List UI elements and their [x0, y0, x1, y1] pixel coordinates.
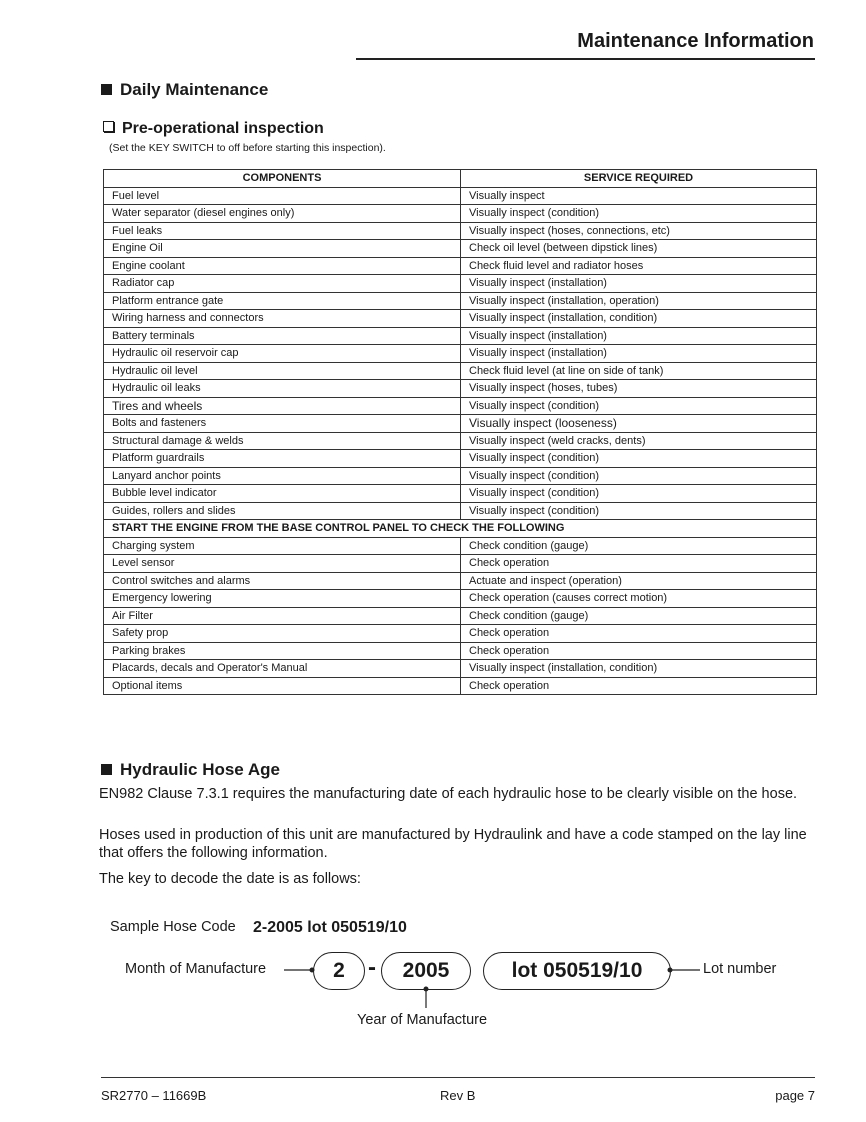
component-cell: Guides, rollers and slides — [104, 502, 461, 520]
service-cell: Check condition (gauge) — [461, 537, 817, 555]
component-cell: Battery terminals — [104, 327, 461, 345]
engine-start-subheader: START THE ENGINE FROM THE BASE CONTROL PANEL TO CHECK THE FOLLOWING — [104, 520, 817, 538]
service-cell: Visually inspect (installation, condition) — [461, 660, 817, 678]
footer-page-number: page 7 — [775, 1088, 815, 1103]
component-cell: Placards, decals and Operator's Manual — [104, 660, 461, 678]
service-cell: Visually inspect (installation, condition) — [461, 310, 817, 328]
component-cell: Bolts and fasteners — [104, 415, 461, 433]
footer-revision: Rev B — [440, 1088, 476, 1103]
component-cell: Engine Oil — [104, 240, 461, 258]
year-code-pill: 2005 — [381, 952, 471, 990]
component-cell: Hydraulic oil level — [104, 362, 461, 380]
component-cell: Water separator (diesel engines only) — [104, 205, 461, 223]
component-cell: Air Filter — [104, 607, 461, 625]
component-cell: Emergency lowering — [104, 590, 461, 608]
column-header-service: SERVICE REQUIRED — [461, 170, 817, 188]
service-cell: Visually inspect (installation, operation) — [461, 292, 817, 310]
daily-maintenance-heading-text: Daily Maintenance — [120, 80, 269, 99]
component-cell: Fuel level — [104, 187, 461, 205]
service-cell: Actuate and inspect (operation) — [461, 572, 817, 590]
component-cell: Tires and wheels — [104, 397, 461, 415]
lot-number-label: Lot number — [703, 961, 777, 977]
page-header-title: Maintenance Information — [577, 30, 814, 52]
hydraulink-paragraph: Hoses used in production of this unit are manufactured by Hydraulink and have a code stamped on the lay line that offers the following information. — [99, 827, 807, 861]
component-cell: Hydraulic oil reservoir cap — [104, 345, 461, 363]
key-switch-note: (Set the KEY SWITCH to off before starting this inspection). — [109, 142, 386, 154]
service-cell: Visually inspect (looseness) — [461, 415, 817, 433]
service-cell: Check operation — [461, 555, 817, 573]
service-cell: Check fluid level and radiator hoses — [461, 257, 817, 275]
component-cell: Safety prop — [104, 625, 461, 643]
code-separator-dash: - — [368, 954, 376, 981]
service-cell: Visually inspect (installation) — [461, 275, 817, 293]
service-cell: Visually inspect (condition) — [461, 467, 817, 485]
component-cell: Level sensor — [104, 555, 461, 573]
footer-rule — [101, 1077, 815, 1078]
service-cell: Visually inspect (condition) — [461, 397, 817, 415]
month-code-pill: 2 — [313, 952, 365, 990]
sample-hose-code-value: 2-2005 lot 050519/10 — [253, 919, 407, 936]
component-cell: Fuel leaks — [104, 222, 461, 240]
service-cell: Visually inspect (installation) — [461, 327, 817, 345]
component-cell: Lanyard anchor points — [104, 467, 461, 485]
footer-doc-number: SR2770 – 11669B — [101, 1088, 207, 1103]
service-cell: Visually inspect (weld cracks, dents) — [461, 432, 817, 450]
pre-operational-heading-text: Pre-operational inspection — [122, 120, 324, 137]
service-cell: Visually inspect (condition) — [461, 502, 817, 520]
component-cell: Platform entrance gate — [104, 292, 461, 310]
component-cell: Engine coolant — [104, 257, 461, 275]
component-cell: Parking brakes — [104, 642, 461, 660]
year-of-manufacture-label: Year of Manufacture — [357, 1012, 488, 1028]
service-cell: Check oil level (between dipstick lines) — [461, 240, 817, 258]
component-cell: Optional items — [104, 677, 461, 695]
service-cell: Visually inspect (installation) — [461, 345, 817, 363]
sample-hose-code-label: Sample Hose Code — [110, 919, 236, 935]
service-cell: Check condition (gauge) — [461, 607, 817, 625]
service-cell: Check operation — [461, 625, 817, 643]
component-cell: Radiator cap — [104, 275, 461, 293]
service-cell: Check operation (causes correct motion) — [461, 590, 817, 608]
lot-code-pill: lot 050519/10 — [483, 952, 671, 990]
service-cell: Visually inspect (hoses, tubes) — [461, 380, 817, 398]
component-cell: Control switches and alarms — [104, 572, 461, 590]
component-cell: Wiring harness and connectors — [104, 310, 461, 328]
component-cell: Hydraulic oil leaks — [104, 380, 461, 398]
service-cell: Check operation — [461, 642, 817, 660]
component-cell: Structural damage & welds — [104, 432, 461, 450]
service-cell: Check fluid level (at line on side of tank) — [461, 362, 817, 380]
component-cell: Bubble level indicator — [104, 485, 461, 503]
column-header-components: COMPONENTS — [104, 170, 461, 188]
en982-paragraph: EN982 Clause 7.3.1 requires the manufacturing date of each hydraulic hose to be clearly visible on the hose. — [99, 786, 798, 802]
component-cell: Charging system — [104, 537, 461, 555]
component-cell: Platform guardrails — [104, 450, 461, 468]
service-cell: Visually inspect — [461, 187, 817, 205]
service-cell: Visually inspect (hoses, connections, etc) — [461, 222, 817, 240]
service-cell: Visually inspect (condition) — [461, 205, 817, 223]
hydraulic-hose-age-heading-text: Hydraulic Hose Age — [120, 760, 280, 779]
decode-key-paragraph: The key to decode the date is as follows: — [99, 871, 361, 887]
service-cell: Visually inspect (condition) — [461, 450, 817, 468]
service-cell: Check operation — [461, 677, 817, 695]
service-cell: Visually inspect (condition) — [461, 485, 817, 503]
month-of-manufacture-label: Month of Manufacture — [125, 961, 267, 977]
